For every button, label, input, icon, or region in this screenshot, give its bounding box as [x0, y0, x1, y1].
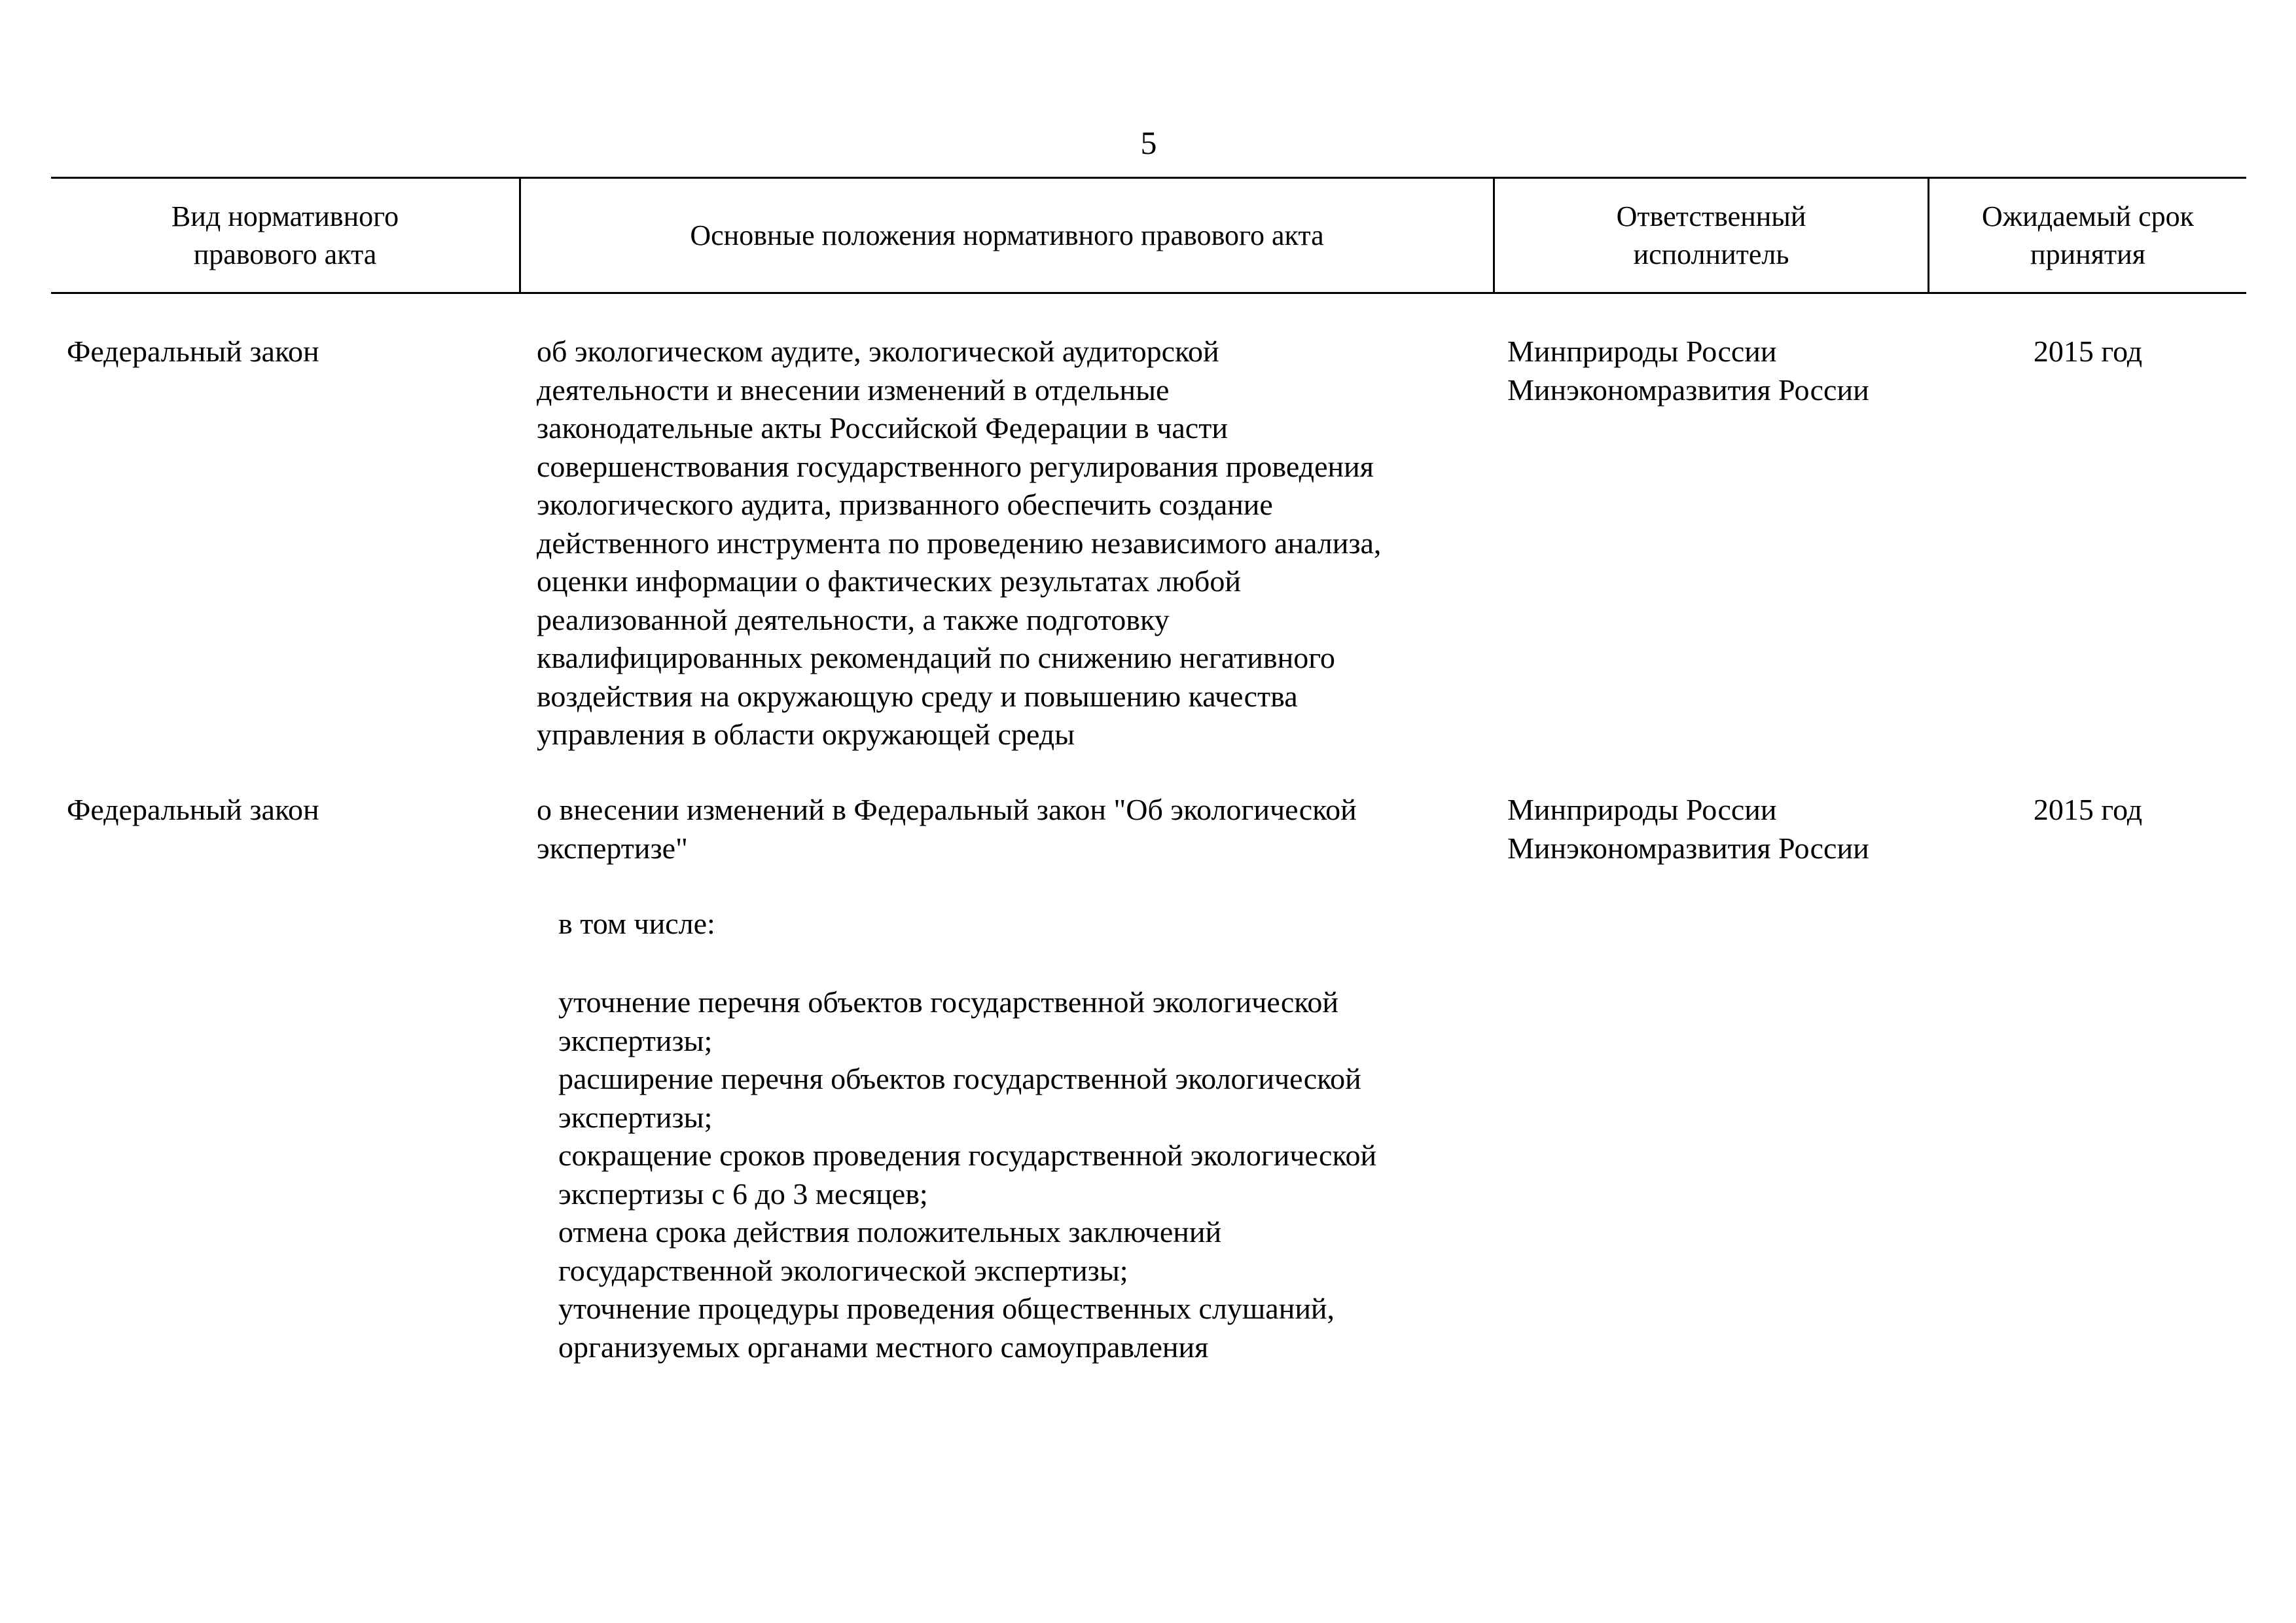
column-header-act-type: Вид нормативного правового акта — [171, 200, 399, 270]
row-1-deadline: 2015 год — [2033, 335, 2143, 368]
row-2-provisions: о внесении изменений в Федеральный закон "Об экологической экспертизе" — [537, 793, 1357, 865]
row-2-deadline: 2015 год — [2033, 793, 2143, 826]
row-1-executor: Минприроды России Минэкономразвития России — [1507, 335, 1869, 407]
column-header-provisions: Основные положения нормативного правового акта — [690, 219, 1324, 251]
table-header-bottom-rule — [51, 292, 2246, 294]
column-header-deadline: Ожидаемый срок принятия — [1981, 200, 2195, 270]
page-number: 5 — [1140, 124, 1157, 161]
row-1-provisions: об экологическом аудите, экологической аудиторской деятельности и внесении изменений в отдельные законодательные акты Российской Федерации в части совершенствования государственного регулирования проведения экологического аудита, призванного обеспечить создание действенного инструмента по проведению независимого анализа, оценки информации о фактических результатах любой реализованной деятельности, а также подготовку квалифицированных рекомендаций по снижению негативного воздействия на окружающую среду и повышению качества управления в области окружающей среды — [537, 335, 1382, 751]
row-1-act-type: Федеральный закон — [67, 335, 319, 368]
row-2-act-type: Федеральный закон — [67, 793, 319, 826]
row-2-including-label: в том числе: — [558, 907, 715, 940]
row-2-executor: Минприроды России Минэкономразвития России — [1507, 793, 1869, 865]
row-2-including-items: уточнение перечня объектов государственной экологической экспертизы; расширение перечня объектов государственной экологической экспертизы; сокращение сроков проведения государственной экологической экспертизы с 6 до 3 месяцев; отмена срока действия положительных заключений государственной экологической экспертизы; уточнение процедуры проведения общественных слушаний, организуемых органами местного самоуправления — [558, 985, 1377, 1364]
column-header-executor: Ответственный исполнитель — [1616, 200, 1806, 270]
